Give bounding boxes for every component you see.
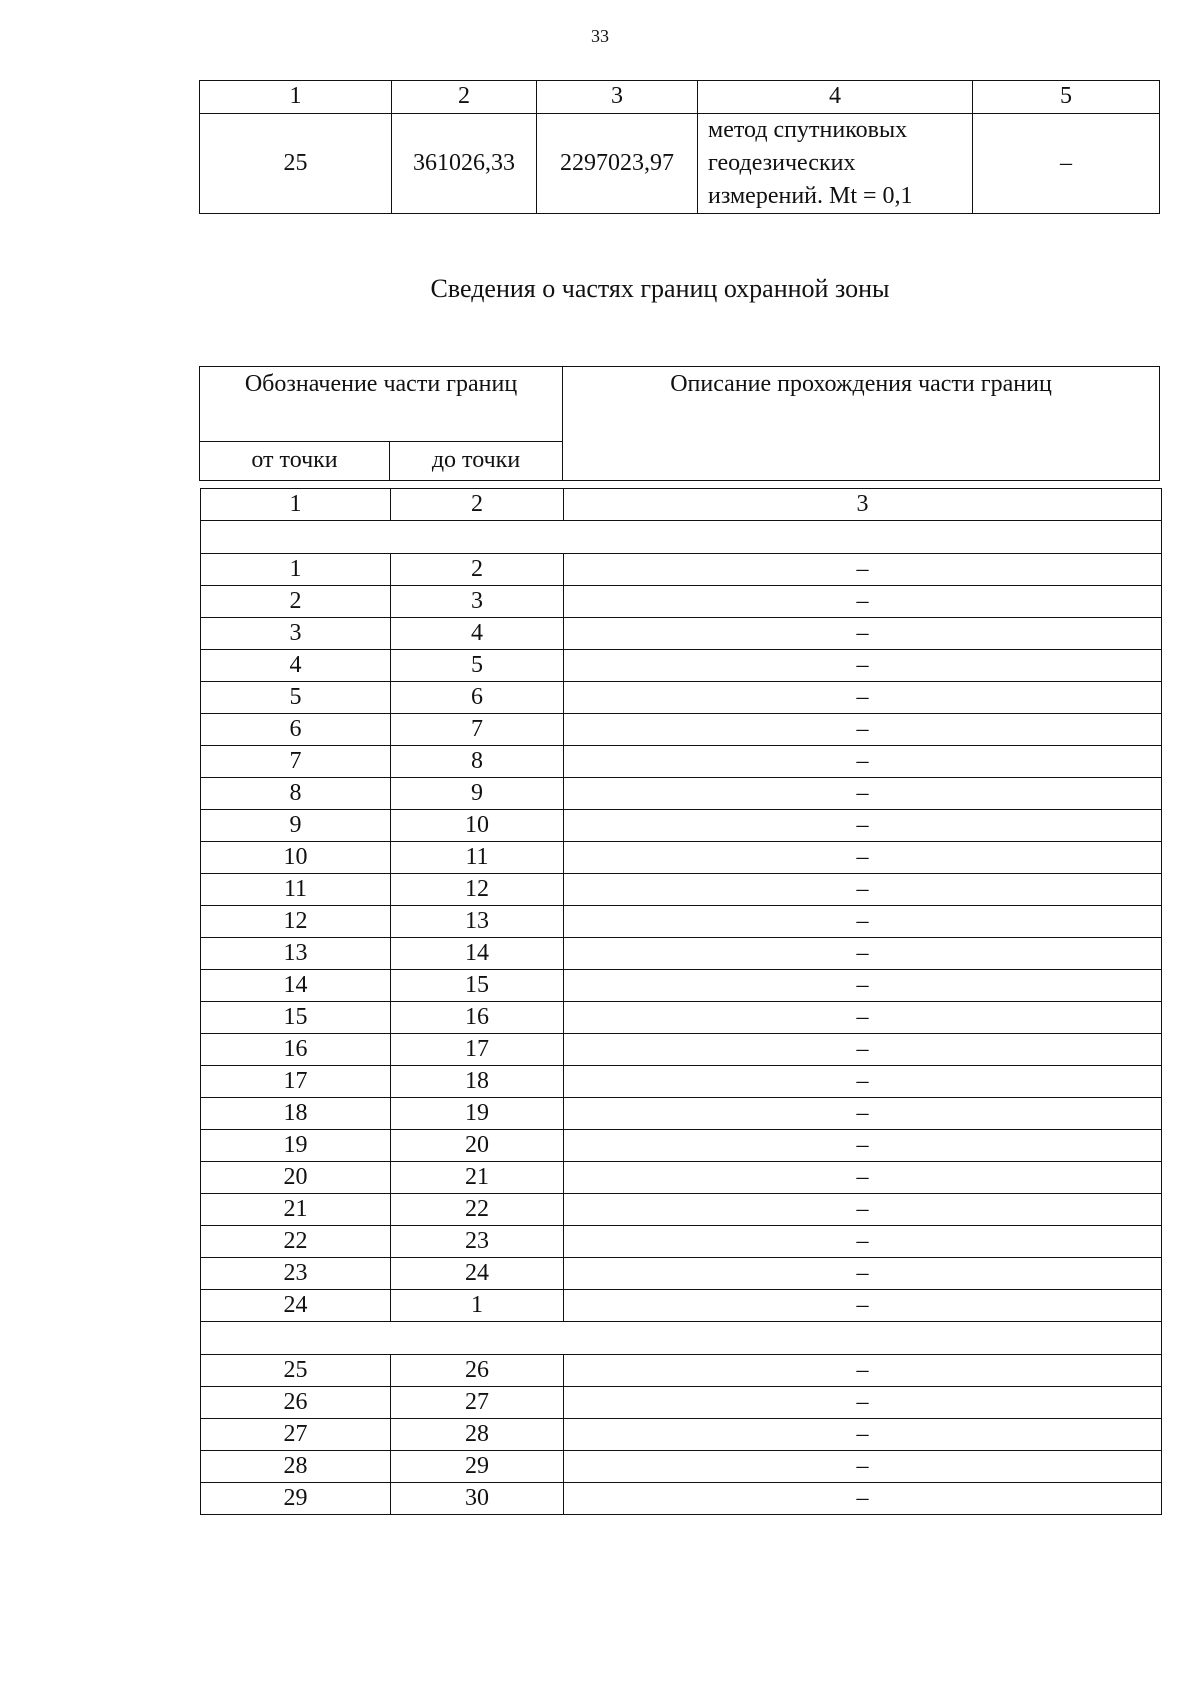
table-row	[201, 1226, 1162, 1258]
to-point-cell: 1	[391, 1290, 564, 1322]
from-point-cell: 29	[201, 1483, 391, 1515]
description-cell: –	[564, 1130, 1162, 1162]
description-cell: –	[564, 1194, 1162, 1226]
group-separator-cell	[201, 521, 1162, 554]
description-cell: –	[564, 618, 1162, 650]
description-cell: –	[564, 938, 1162, 970]
table-row	[201, 1355, 1162, 1387]
from-point-cell: 11	[201, 874, 391, 906]
table-row	[201, 1258, 1162, 1290]
description-cell: –	[564, 746, 1162, 778]
description-cell: –	[564, 1162, 1162, 1194]
to-point-cell: 17	[391, 1034, 564, 1066]
description-cell: –	[564, 1098, 1162, 1130]
to-point-cell: 27	[391, 1387, 564, 1419]
page-number: 33	[591, 26, 609, 46]
to-point-cell: 26	[391, 1355, 564, 1387]
to-point-cell: 19	[391, 1098, 564, 1130]
to-point-cell: 10	[391, 810, 564, 842]
table-row	[201, 1034, 1162, 1066]
table-row	[201, 1002, 1162, 1034]
from-point-cell: 8	[201, 778, 391, 810]
table-row	[201, 650, 1162, 682]
from-point-cell: 12	[201, 906, 391, 938]
from-point-cell: 14	[201, 970, 391, 1002]
table-row	[201, 1098, 1162, 1130]
table-row	[201, 842, 1162, 874]
table-row	[201, 714, 1162, 746]
to-point-cell: 11	[391, 842, 564, 874]
determination-method	[698, 114, 973, 214]
y-coordinate: 2297023,97	[537, 114, 698, 214]
description-cell: –	[564, 1451, 1162, 1483]
table-row	[201, 1194, 1162, 1226]
column-number: 5	[973, 81, 1160, 114]
from-point-cell: 6	[201, 714, 391, 746]
from-point-cell: 27	[201, 1419, 391, 1451]
to-point-cell: 7	[391, 714, 564, 746]
from-point-header: от точки	[200, 442, 390, 481]
description-cell: –	[564, 778, 1162, 810]
from-point-cell: 17	[201, 1066, 391, 1098]
table-row	[201, 1162, 1162, 1194]
to-point-cell: 13	[391, 906, 564, 938]
from-point-cell: 10	[201, 842, 391, 874]
description-header: Описание прохождения части границ	[563, 367, 1160, 481]
description-cell: –	[564, 586, 1162, 618]
from-point-cell: 19	[201, 1130, 391, 1162]
column-numbers-row	[201, 489, 1162, 521]
method-line: метод спутниковых	[708, 117, 908, 143]
to-point-cell: 5	[391, 650, 564, 682]
description-cell: –	[564, 970, 1162, 1002]
to-point-cell: 20	[391, 1130, 564, 1162]
description-cell: –	[564, 1387, 1162, 1419]
to-point-cell: 8	[391, 746, 564, 778]
method-line: геодезических	[708, 150, 856, 176]
note: –	[973, 114, 1160, 214]
from-point-cell: 23	[201, 1258, 391, 1290]
to-point-cell: 29	[391, 1451, 564, 1483]
group-separator-row	[201, 521, 1162, 554]
to-point-cell: 12	[391, 874, 564, 906]
to-point-cell: 24	[391, 1258, 564, 1290]
description-cell: –	[564, 650, 1162, 682]
table-row	[201, 1290, 1162, 1322]
to-point-cell: 15	[391, 970, 564, 1002]
to-point-cell: 30	[391, 1483, 564, 1515]
parts-table-body	[201, 489, 1162, 1515]
from-point-cell: 4	[201, 650, 391, 682]
section-title: Сведения о частях границ охранной зоны	[430, 274, 890, 303]
coordinates-table	[199, 80, 1160, 214]
from-point-cell: 18	[201, 1098, 391, 1130]
column-number: 2	[392, 81, 537, 114]
table-row	[201, 746, 1162, 778]
from-point-cell: 7	[201, 746, 391, 778]
table-row	[201, 938, 1162, 970]
from-point-cell: 22	[201, 1226, 391, 1258]
description-cell: –	[564, 1419, 1162, 1451]
table-row	[201, 810, 1162, 842]
description-cell: –	[564, 1483, 1162, 1515]
designation-header: Обозначение части границ	[200, 367, 563, 442]
x-coordinate: 361026,33	[392, 114, 537, 214]
from-point-cell: 16	[201, 1034, 391, 1066]
from-point-cell: 26	[201, 1387, 391, 1419]
table-row	[201, 1130, 1162, 1162]
to-point-cell: 22	[391, 1194, 564, 1226]
to-point-cell: 23	[391, 1226, 564, 1258]
to-point-cell: 21	[391, 1162, 564, 1194]
from-point-cell: 24	[201, 1290, 391, 1322]
description-cell: –	[564, 554, 1162, 586]
to-point-cell: 9	[391, 778, 564, 810]
group-separator-cell	[201, 1322, 1162, 1355]
from-point-cell: 9	[201, 810, 391, 842]
from-point-cell: 25	[201, 1355, 391, 1387]
column-number: 2	[391, 489, 564, 521]
description-cell: –	[564, 874, 1162, 906]
coordinates-row	[200, 114, 1160, 214]
table-row	[201, 874, 1162, 906]
from-point-cell: 21	[201, 1194, 391, 1226]
table-row	[201, 1066, 1162, 1098]
from-point-cell: 28	[201, 1451, 391, 1483]
from-point-cell: 5	[201, 682, 391, 714]
table-row	[201, 1451, 1162, 1483]
from-point-cell: 2	[201, 586, 391, 618]
from-point-cell: 15	[201, 1002, 391, 1034]
coordinates-header-row	[200, 81, 1160, 114]
table-row	[201, 586, 1162, 618]
parts-table	[200, 488, 1162, 1515]
column-number: 4	[698, 81, 973, 114]
to-point-cell: 3	[391, 586, 564, 618]
method-line: измерений. Mt = 0,1	[708, 183, 913, 209]
to-point-header: до точки	[390, 442, 563, 481]
from-point-cell: 20	[201, 1162, 391, 1194]
to-point-cell: 18	[391, 1066, 564, 1098]
description-cell: –	[564, 714, 1162, 746]
to-point-cell: 14	[391, 938, 564, 970]
to-point-cell: 6	[391, 682, 564, 714]
column-number: 3	[537, 81, 698, 114]
table-row	[201, 618, 1162, 650]
to-point-cell: 4	[391, 618, 564, 650]
description-cell: –	[564, 906, 1162, 938]
description-cell: –	[564, 1258, 1162, 1290]
description-cell: –	[564, 1034, 1162, 1066]
from-point-cell: 1	[201, 554, 391, 586]
group-separator-row	[201, 1322, 1162, 1355]
table-row	[201, 682, 1162, 714]
description-cell: –	[564, 1355, 1162, 1387]
table-row	[201, 1419, 1162, 1451]
column-number: 3	[564, 489, 1162, 521]
column-number: 1	[200, 81, 392, 114]
table-row	[201, 778, 1162, 810]
to-point-cell: 28	[391, 1419, 564, 1451]
parts-table-header	[199, 366, 1160, 481]
description-cell: –	[564, 842, 1162, 874]
table-row	[201, 970, 1162, 1002]
from-point-cell: 13	[201, 938, 391, 970]
to-point-cell: 2	[391, 554, 564, 586]
table-row	[201, 1483, 1162, 1515]
description-cell: –	[564, 1290, 1162, 1322]
from-point-cell: 3	[201, 618, 391, 650]
description-cell: –	[564, 682, 1162, 714]
description-cell: –	[564, 1226, 1162, 1258]
description-cell: –	[564, 810, 1162, 842]
table-row	[201, 906, 1162, 938]
to-point-cell: 16	[391, 1002, 564, 1034]
table-row	[201, 1387, 1162, 1419]
column-number: 1	[201, 489, 391, 521]
point-number: 25	[200, 114, 392, 214]
description-cell: –	[564, 1002, 1162, 1034]
table-row	[201, 554, 1162, 586]
description-cell: –	[564, 1066, 1162, 1098]
